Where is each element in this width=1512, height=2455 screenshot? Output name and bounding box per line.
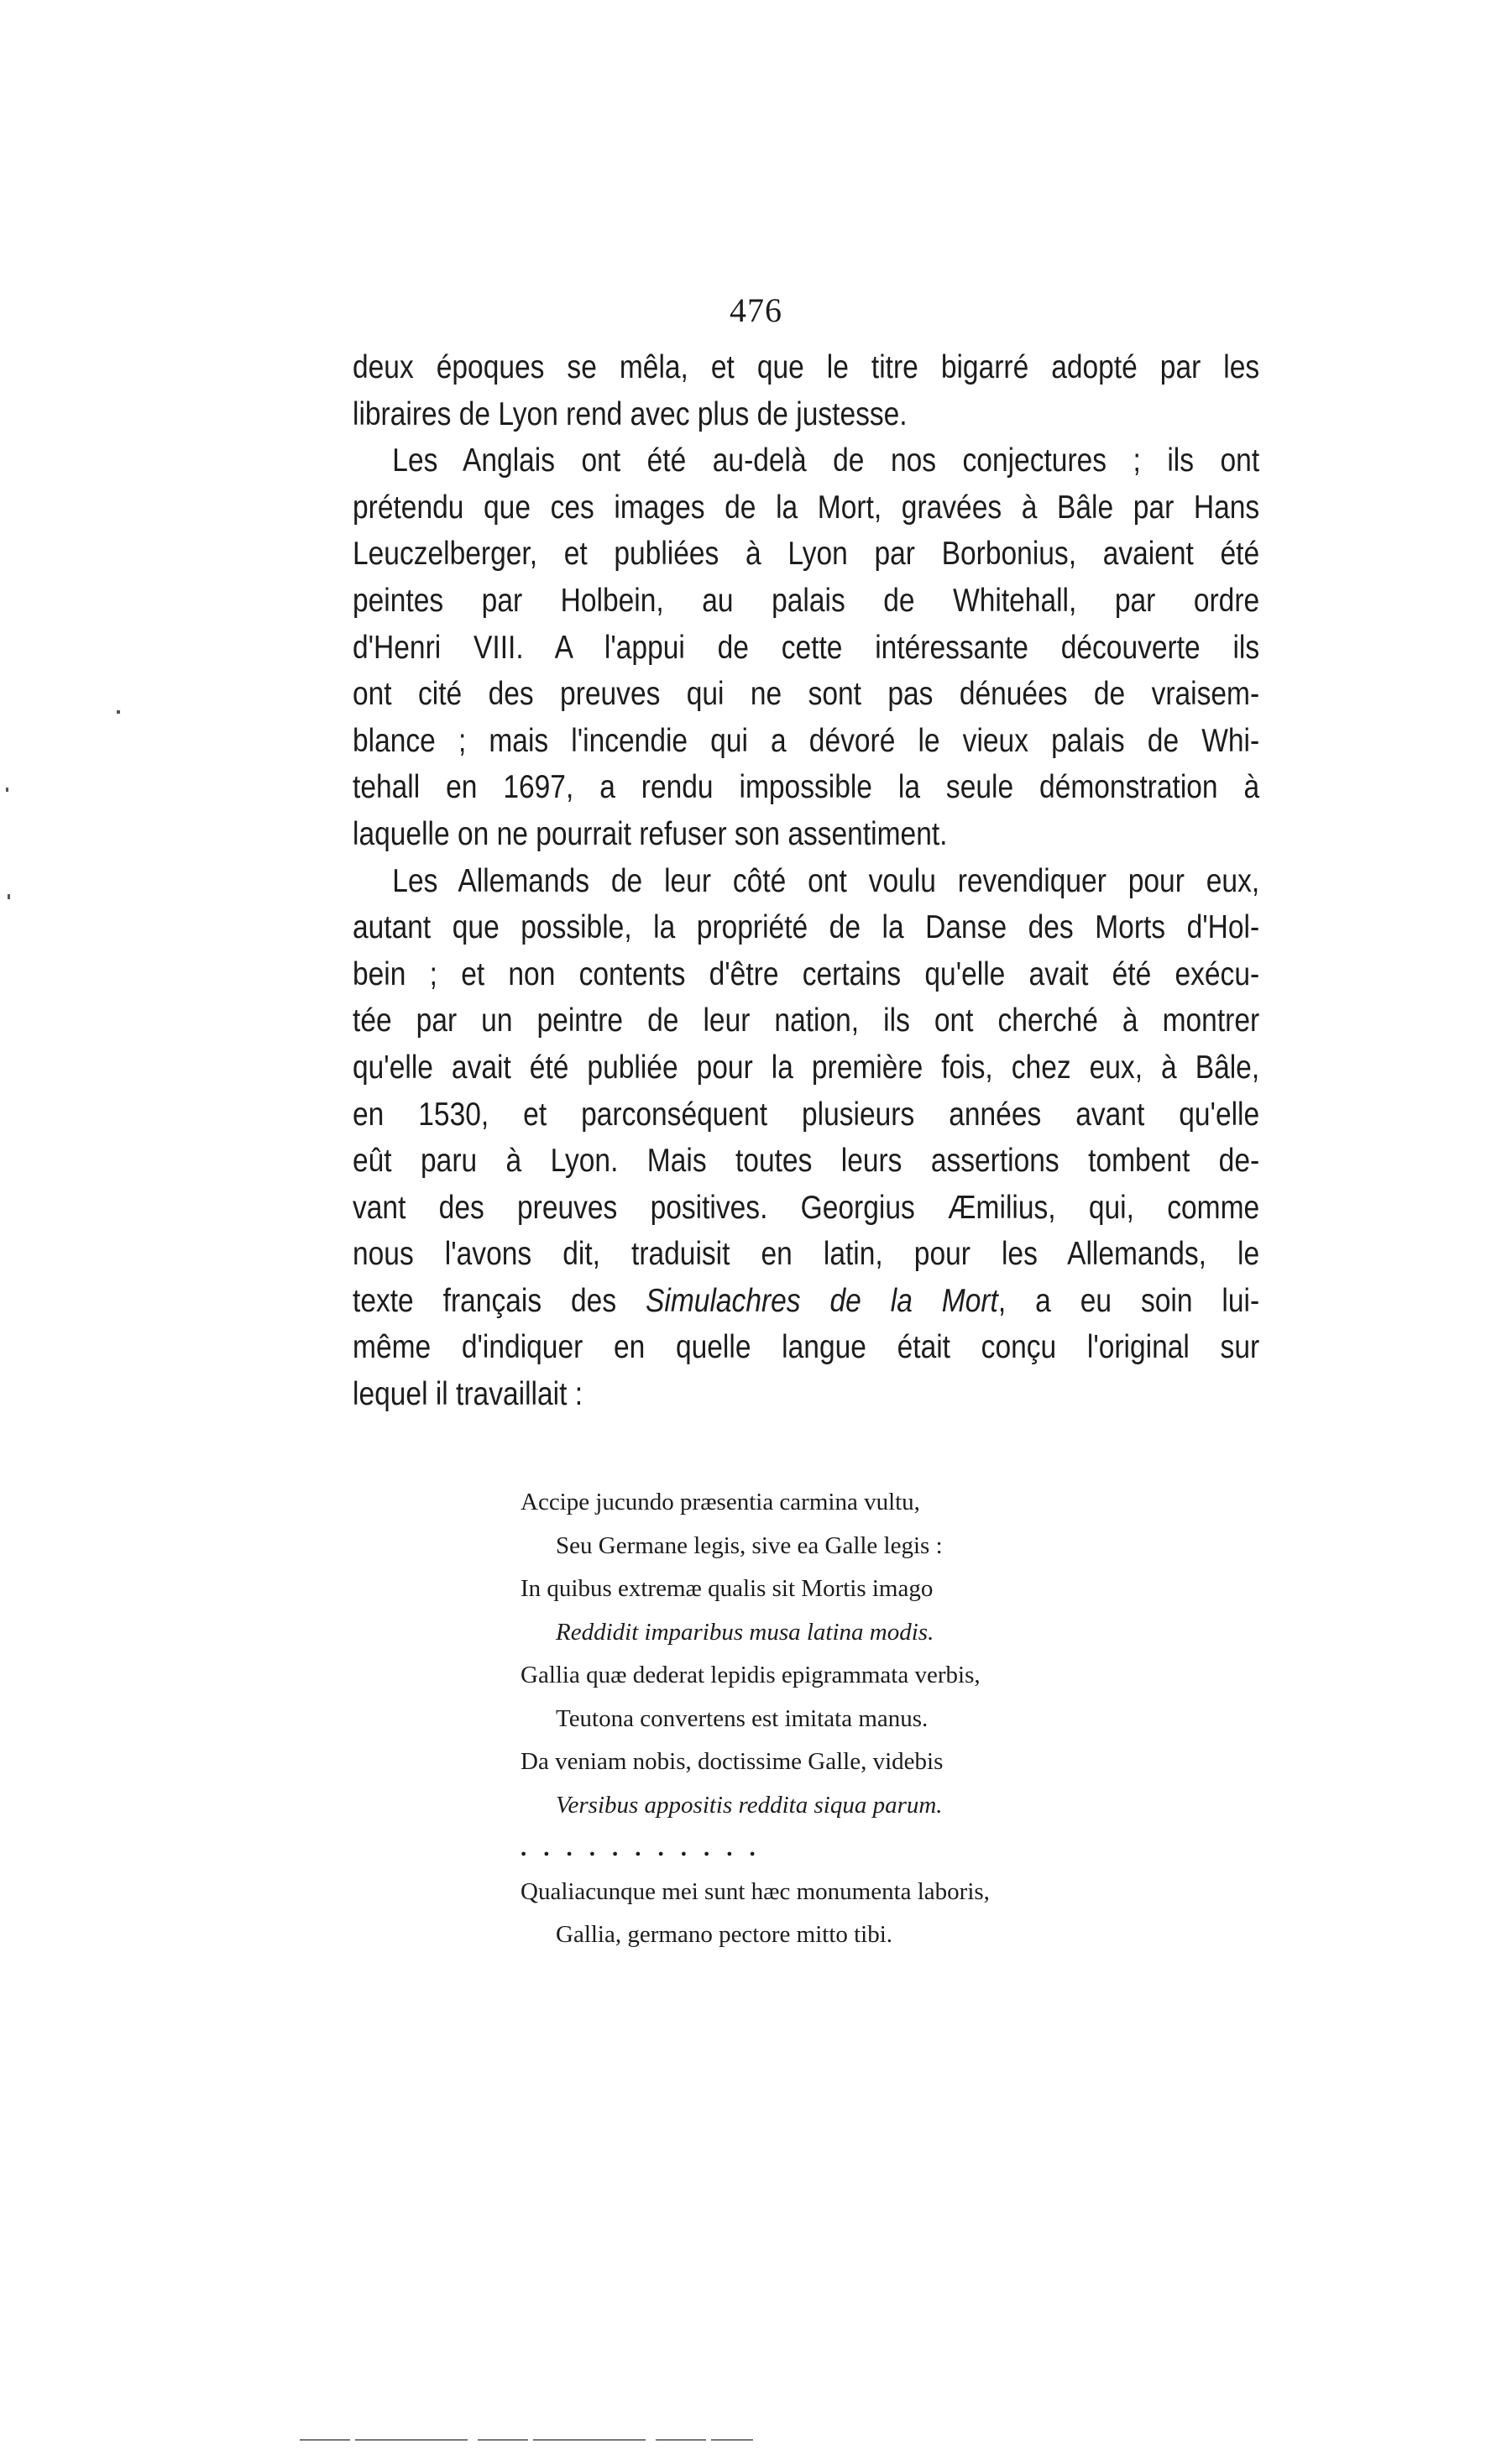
page-number: 476: [730, 291, 782, 329]
verse-line: In quibus extremæ qualis sit Mortis imago: [521, 1575, 934, 1602]
text-line: autant que possible, la propriété de la Danse des Morts d'Hol-: [353, 909, 1260, 946]
verse-line: Accipe jucundo præsentia carmina vultu,: [521, 1489, 920, 1515]
text-line: nous l'avons dit, traduisit en latin, pour les Allemands, le: [353, 1236, 1260, 1273]
text-line: eût paru à Lyon. Mais toutes leurs assertions tombent de-: [353, 1143, 1260, 1180]
text-line: d'Henri VIII. A l'appui de cette intéressante découverte ils: [353, 629, 1260, 666]
text-fragment: , a eu soin lui-: [997, 1282, 1260, 1319]
scan-edge-rule: [300, 2439, 753, 2441]
text-line: tée par un peintre de leur nation, ils ont cherché à montrer: [353, 1002, 1260, 1039]
book-title: Simulachres de la Mort: [646, 1282, 998, 1319]
text-line: peintes par Holbein, au palais de Whitehall, par ordre: [353, 582, 1260, 619]
verse-italic: Reddidit imparibus musa latina modis.: [556, 1618, 934, 1646]
text-line: Les Anglais ont été au-delà de nos conjectures ; ils ont: [392, 442, 1260, 479]
verse-line: Qualiacunque mei sunt hæc monumenta laboris,: [521, 1877, 990, 1905]
text-line: même d'indiquer en quelle langue était conçu l'original sur: [353, 1329, 1260, 1366]
text-line: tehall en 1697, a rendu impossible la seule démonstration à: [353, 769, 1260, 806]
text-line: qu'elle avait été publiée pour la première fois, chez eux, à Bâle,: [353, 1049, 1260, 1086]
latin-verse: [521, 1481, 990, 1957]
text-line: laquelle on ne pourrait refuser son assentiment.: [353, 815, 948, 852]
verse-line: Da veniam nobis, doctissime Galle, videbis: [521, 1748, 944, 1775]
ellipsis-dots: ...........: [521, 1835, 772, 1861]
text-line: blance ; mais l'incendie qui a dévoré le vieux palais de Whi-: [353, 722, 1260, 759]
verse-line: Gallia, germano pectore mitto tibi.: [556, 1921, 893, 1948]
text-line: bein ; et non contents d'être certains qu'elle avait été exécu-: [353, 955, 1260, 992]
text-line: ont cité des preuves qui ne sont pas dénuées de vraisem-: [353, 676, 1260, 713]
scan-speck: [6, 788, 8, 792]
verse-line: [521, 1611, 990, 1655]
text-line: libraires de Lyon rend avec plus de justesse.: [353, 395, 908, 432]
scan-speck: [117, 710, 120, 714]
text-line: Leuczelberger, et publiées à Lyon par Borbonius, avaient été: [353, 536, 1260, 573]
scan-speck: [8, 894, 10, 899]
text-line: prétendu que ces images de la Mort, gravées à Bâle par Hans: [353, 489, 1260, 526]
text-fragment: texte français des: [353, 1282, 646, 1319]
text-line: Les Allemands de leur côté ont voulu revendiquer pour eux,: [392, 862, 1260, 899]
text-line: vant des preuves positives. Georgius Æmilius, qui, comme: [353, 1189, 1260, 1226]
verse-line: Gallia quæ dederat lepidis epigrammata verbis,: [521, 1662, 981, 1688]
text-line: en 1530, et parconséquent plusieurs années avant qu'elle: [353, 1096, 1260, 1133]
verse-italic: Versibus appositis reddita siqua parum.: [556, 1791, 943, 1819]
text-line: [353, 1278, 1259, 1325]
text-line: deux époques se mêla, et que le titre bigarré adopté par les: [353, 349, 1260, 385]
text-line: lequel il travaillait :: [353, 1376, 583, 1413]
body-text: [353, 344, 1259, 1418]
verse-line: Seu Germane legis, sive ea Galle legis :: [556, 1531, 943, 1559]
verse-line: [521, 1784, 990, 1828]
verse-line: Teutona convertens est imitata manus.: [556, 1704, 929, 1732]
